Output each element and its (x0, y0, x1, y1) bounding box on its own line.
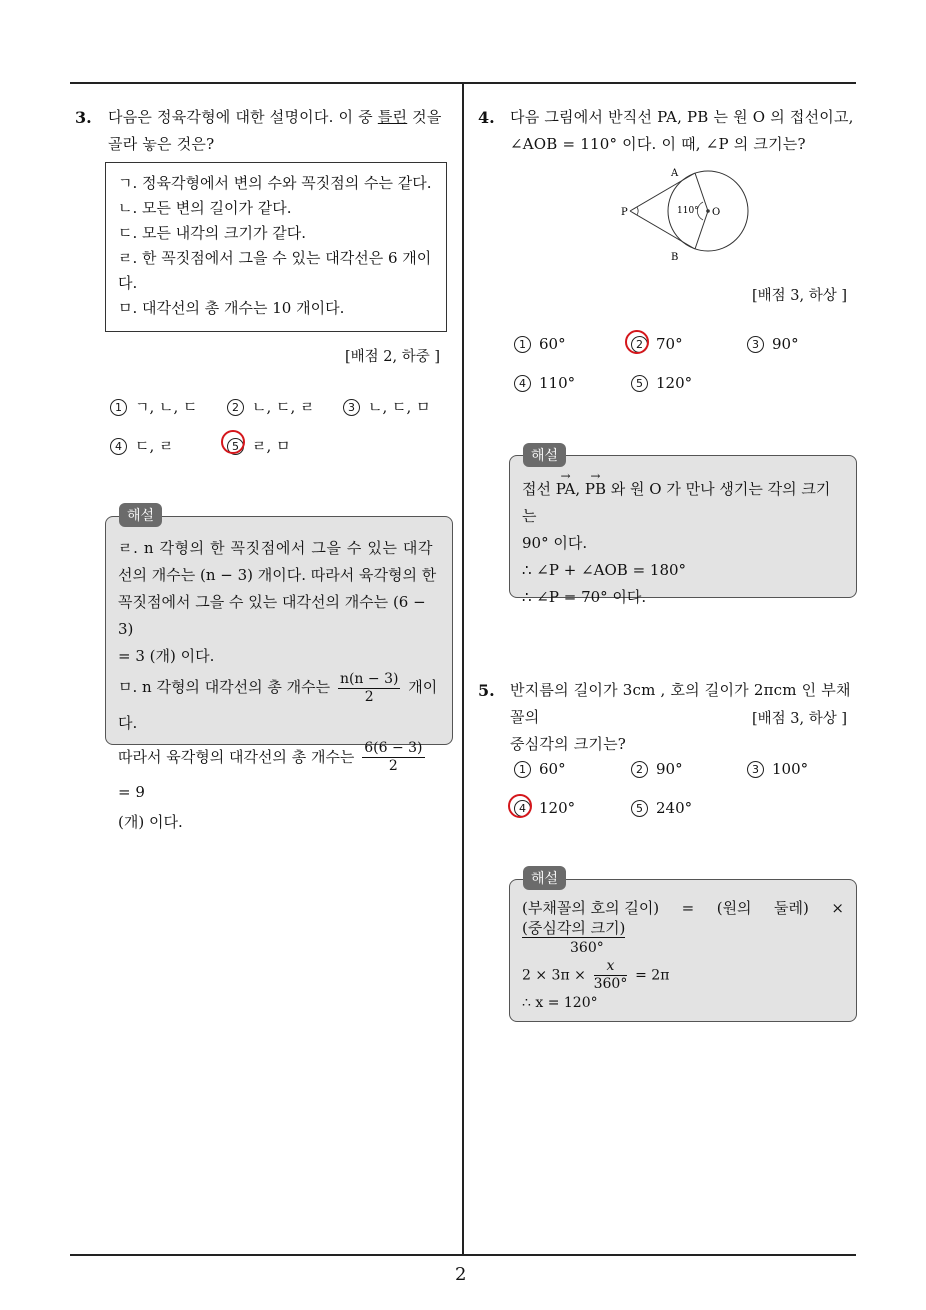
q4-text-line1: 다음 그림에서 반직선 PA, PB 는 원 O 의 접선이고, (510, 108, 854, 126)
q3-solution-line (118, 740, 440, 810)
page-number: 2 (455, 1264, 467, 1285)
choice-text: 90° (656, 760, 683, 778)
q5-solution-line (522, 898, 844, 918)
q5-solution-text: (부채꼴의 호의 길이) (522, 899, 660, 917)
choice-number-icon: 5 (227, 438, 244, 455)
choice-text: 60° (539, 335, 566, 353)
q3-score: [배점 2, 하중 ] (345, 349, 441, 365)
q5-solution-text: (중심각의 크기) (522, 919, 626, 937)
q4-solution-text: , (575, 480, 585, 498)
answer-mark-icon (625, 330, 649, 354)
choice-number-icon: 4 (110, 438, 127, 455)
q5-solution-text: 둘레) (774, 899, 809, 917)
q3-solution-text: = 9 (118, 783, 145, 801)
fraction-denominator: 2 (388, 758, 398, 774)
q5-fraction (594, 958, 628, 993)
q5-solution-text: = (681, 899, 695, 917)
choice-text: 100° (772, 760, 809, 778)
q3-solution-line: (개) 이다. (118, 813, 183, 831)
choice-number-icon: 5 (631, 375, 648, 392)
q3-solution-text: 개이다. (118, 678, 438, 732)
q5-choice-1[interactable] (514, 760, 566, 778)
fraction-numerator: 6(6 − 3) (364, 740, 423, 756)
q5-solution-line (522, 958, 844, 993)
q3-solution-text: ㅁ. n 각형의 대각선의 총 개수는 (118, 678, 331, 696)
q5-choice-5[interactable] (631, 799, 692, 817)
q3-solution-text: 따라서 육각형의 대각선의 총 개수는 (118, 747, 355, 766)
radius-ob (695, 211, 708, 249)
q3-statement-box (105, 162, 447, 332)
column-divider (462, 82, 464, 1254)
vector-pb: → PB (585, 476, 606, 503)
choice-text: 240° (656, 799, 693, 817)
q3-text-line1: 다음은 정육각형에 대한 설명이다. 이 중 (108, 108, 378, 126)
q5-solution-box (509, 879, 857, 1022)
q3-choice-2[interactable] (227, 396, 315, 417)
q3-question-text (108, 104, 458, 158)
q4-solution-text: 접선 (522, 480, 556, 498)
label-a: A (671, 168, 679, 179)
q4-choice-4[interactable] (514, 374, 575, 392)
choice-text: 110° (539, 374, 576, 392)
choice-number-icon: 1 (110, 399, 127, 416)
choice-number-icon: 3 (747, 761, 764, 778)
q4-choice-1[interactable] (514, 335, 566, 353)
q5-solution-text: = 2π (635, 967, 670, 984)
q4-score: [배점 3, 하상 ] (752, 288, 848, 304)
q3-fraction (338, 671, 401, 706)
q3-statement: 다. (118, 274, 138, 292)
q3-statement: ㅁ. 대각선의 총 개수는 10 개이다. (118, 299, 345, 317)
q3-solution-line: 꼭짓점에서 그을 수 있는 대각선의 개수는 (6 − 3) (118, 593, 426, 638)
q4-choice-5[interactable] (631, 374, 692, 392)
q4-solution-text: 와 원 O 가 만나 생기는 각의 크기는 (522, 480, 831, 525)
q4-number: 4. (478, 108, 495, 127)
q4-question-text (510, 104, 860, 158)
q5-solution-line: 360° (570, 940, 604, 956)
label-o: O (712, 207, 721, 218)
q4-solution-line (522, 476, 844, 530)
q5-text-line2: 중심각의 크기는? (510, 735, 627, 753)
tangent-pb (630, 211, 695, 249)
q3-text-underlined: 틀린 (377, 108, 408, 126)
fraction-numerator: n(n − 3) (339, 670, 399, 687)
choice-text: ㄴ, ㄷ, ㄹ (252, 398, 315, 416)
label-b: B (671, 252, 679, 263)
q3-solution-line: ㄹ. n 각형의 한 꼭짓점에서 그을 수 있는 대각 (118, 539, 434, 557)
choice-text: 120° (539, 799, 576, 817)
choice-text: ㄷ, ㄹ (135, 437, 174, 455)
q4-text-line2: ∠AOB = 110° 이다. 이 때, ∠P 의 크기는? (510, 135, 806, 153)
q4-solution-box (509, 455, 857, 606)
q3-solution-line: = 3 (개) 이다. (118, 647, 215, 665)
q5-solution-tag: 해설 (523, 866, 566, 890)
q3-solution-line (118, 670, 440, 740)
q4-solution-tag: 해설 (523, 443, 566, 467)
q3-text-line1b: 것을 (407, 108, 442, 126)
q5-solution-text: (원의 (716, 899, 752, 917)
choice-text: ㄹ, ㅁ (252, 437, 291, 455)
q5-solution-line: ∴ x = 120° (522, 995, 598, 1011)
q3-statement: ㄹ. 한 꼭짓점에서 그을 수 있는 대각선은 6 개이 (118, 249, 432, 267)
center-point (706, 209, 710, 213)
q3-choice-4[interactable] (110, 435, 174, 456)
answer-mark-icon (221, 430, 245, 454)
q3-solution-box (105, 516, 453, 831)
q3-fraction (362, 740, 424, 775)
answer-mark-icon (508, 794, 532, 818)
choice-number-icon: 1 (514, 761, 531, 778)
q3-statement: ㄷ. 모든 내각의 크기가 같다. (118, 224, 306, 242)
q5-solution-text: × (831, 899, 844, 917)
choice-number-icon: 4 (514, 375, 531, 392)
q4-solution-line: ∴ ∠P = 70° 이다. (522, 588, 647, 606)
label-p: P (621, 207, 628, 218)
q3-solution-line: 선의 개수는 (n − 3) 개이다. 따라서 육각형의 한 (118, 566, 437, 584)
choice-number-icon: 2 (227, 399, 244, 416)
vector-pa: → PA (556, 476, 576, 503)
choice-number-icon: 3 (747, 336, 764, 353)
q5-score: [배점 3, 하상 ] (752, 711, 848, 727)
choice-text: 120° (656, 374, 693, 392)
q5-choice-2[interactable] (631, 760, 683, 778)
choice-text: 70° (656, 335, 683, 353)
q5-solution-text: 2 × 3π × (522, 967, 586, 984)
q5-solution-line (522, 918, 844, 938)
q3-solution-tag: 해설 (119, 503, 162, 527)
choice-number-icon: 4 (514, 800, 531, 817)
q5-choice-3[interactable] (747, 760, 808, 778)
q4-solution-line: ∴ ∠P + ∠AOB = 180° (522, 561, 687, 579)
choice-number-icon: 1 (514, 336, 531, 353)
q4-solution-line: 90° 이다. (522, 534, 588, 552)
choice-text: 90° (772, 335, 799, 353)
q3-text-line2: 골라 놓은 것은? (108, 135, 215, 153)
q3-number: 3. (75, 108, 92, 127)
choice-text: ㄱ, ㄴ, ㄷ (135, 398, 198, 416)
choice-number-icon: 5 (631, 800, 648, 817)
q4-choice-3[interactable] (747, 335, 799, 353)
label-angle: 110° (677, 206, 699, 216)
q3-statement: ㄱ. 정육각형에서 변의 수와 꼭짓점의 수는 같다. (118, 174, 432, 192)
choice-number-icon: 2 (631, 761, 648, 778)
choice-number-icon: 3 (343, 399, 360, 416)
q5-text-line1: 반지름의 길이가 3cm , 호의 길이가 2πcm 인 부채꼴의 (510, 681, 851, 726)
bottom-rule (70, 1254, 856, 1256)
q5-number: 5. (478, 681, 495, 700)
choice-text: 60° (539, 760, 566, 778)
choice-number-icon: 2 (631, 336, 648, 353)
fraction-denominator: 2 (364, 688, 374, 705)
q3-choice-3[interactable] (343, 396, 431, 417)
angle-p-arc (637, 207, 638, 215)
q3-choice-1[interactable] (110, 396, 198, 417)
fraction-denominator: 360° (593, 976, 628, 992)
choice-text: ㄴ, ㄷ, ㅁ (368, 398, 431, 416)
q4-tangent-circle-figure (615, 160, 755, 265)
fraction-numerator: x (594, 958, 628, 976)
q3-statement: ㄴ. 모든 변의 길이가 같다. (118, 199, 292, 217)
